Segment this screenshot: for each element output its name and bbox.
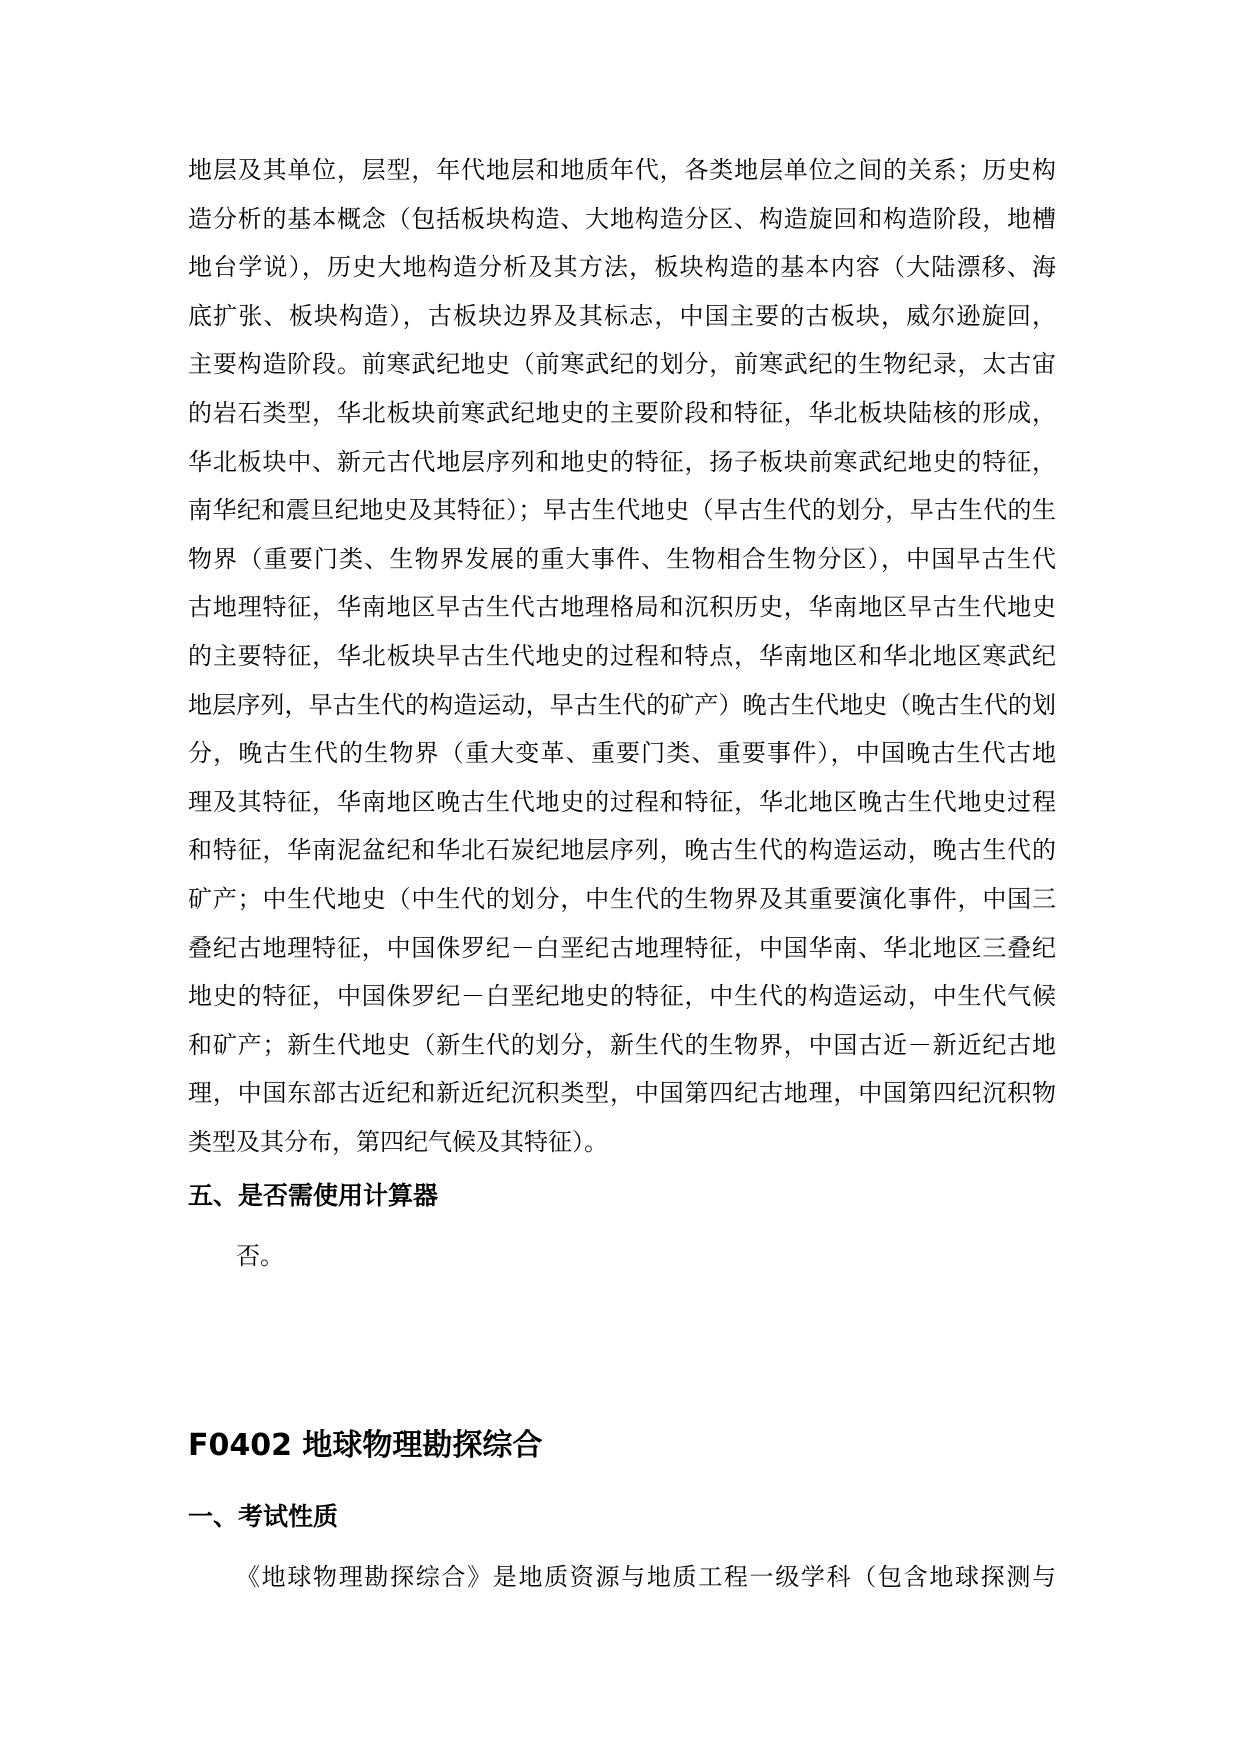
paragraph-line: 地层及其单位，层型，年代地层和地质年代，各类地层单位之间的关系；历史构 <box>188 156 1056 184</box>
paragraph-line: 的岩石类型，华北板块前寒武纪地史的主要阶段和特征，华北板块陆核的形成， <box>188 398 1056 427</box>
paragraph-line: 华北板块中、新元古代地层序列和地史的特征，扬子板块前寒武纪地史的特征， <box>188 447 1056 476</box>
paragraph-line: 矿产；中生代地史（中生代的划分，中生代的生物界及其重要演化事件，中国三 <box>188 884 1056 913</box>
course-title: F0402 地球物理勘探综合 <box>188 1428 543 1463</box>
paragraph-line: 理，中国东部古近纪和新近纪沉积类型，中国第四纪古地理，中国第四纪沉积物 <box>188 1079 1056 1108</box>
paragraph-line: 主要构造阶段。前寒武纪地史（前寒武纪的划分，前寒武纪的生物纪录，太古宙 <box>188 350 1056 379</box>
paragraph-line: 地层序列，早古生代的构造运动，早古生代的矿产）晚古生代地史（晚古生代的划 <box>188 690 1056 719</box>
paragraph-line: 的主要特征，华北板块早古生代地史的过程和特点，华南地区和华北地区寒武纪 <box>188 641 1056 670</box>
paragraph-line: 叠纪古地理特征，中国侏罗纪－白垩纪古地理特征，中国华南、华北地区三叠纪 <box>188 933 1056 962</box>
paragraph-line: 地史的特征，中国侏罗纪－白垩纪地史的特征，中生代的构造运动，中生代气候 <box>188 982 1056 1011</box>
paragraph-line: 类型及其分布，第四纪气候及其特征）。 <box>188 1127 608 1156</box>
paragraph-line: 底扩张、板块构造），古板块边界及其标志，中国主要的古板块，威尔逊旋回， <box>188 301 1056 330</box>
calculator-answer: 否。 <box>236 1242 284 1270</box>
section-heading-calculator: 五、是否需使用计算器 <box>188 1181 439 1210</box>
exam-content-paragraph <box>188 146 1056 1166</box>
paragraph-line: 和矿产；新生代地史（新生代的划分，新生代的生物界，中国古近－新近纪古地 <box>188 1030 1056 1059</box>
paragraph-line: 南华纪和震旦纪地史及其特征）；早古生代地史（早古生代的划分，早古生代的生 <box>188 496 1056 525</box>
paragraph-line: 和特征，华南泥盆纪和华北石炭纪地层序列，晚古生代的构造运动，晚古生代的 <box>188 836 1056 865</box>
section-heading-exam-nature: 一、考试性质 <box>188 1502 339 1531</box>
paragraph-line: 地台学说），历史大地构造分析及其方法，板块构造的基本内容（大陆漂移、海 <box>188 253 1056 282</box>
paragraph-line: 物界（重要门类、生物界发展的重大事件、生物相合生物分区），中国早古生代 <box>188 544 1056 573</box>
paragraph-line: 理及其特征，华南地区晚古生代地史的过程和特征，华北地区晚古生代地史过程 <box>188 787 1056 816</box>
paragraph-line: 古地理特征，华南地区早古生代古地理格局和沉积历史，华南地区早古生代地史 <box>188 593 1056 622</box>
exam-nature-paragraph: 《地球物理勘探综合》是地质资源与地质工程一级学科（包含地球探测与 <box>236 1563 1056 1591</box>
paragraph-line: 分，晚古生代的生物界（重大变革、重要门类、重要事件），中国晚古生代古地 <box>188 739 1056 768</box>
paragraph-line: 造分析的基本概念（包括板块构造、大地构造分区、构造旋回和构造阶段，地槽 <box>188 204 1056 233</box>
